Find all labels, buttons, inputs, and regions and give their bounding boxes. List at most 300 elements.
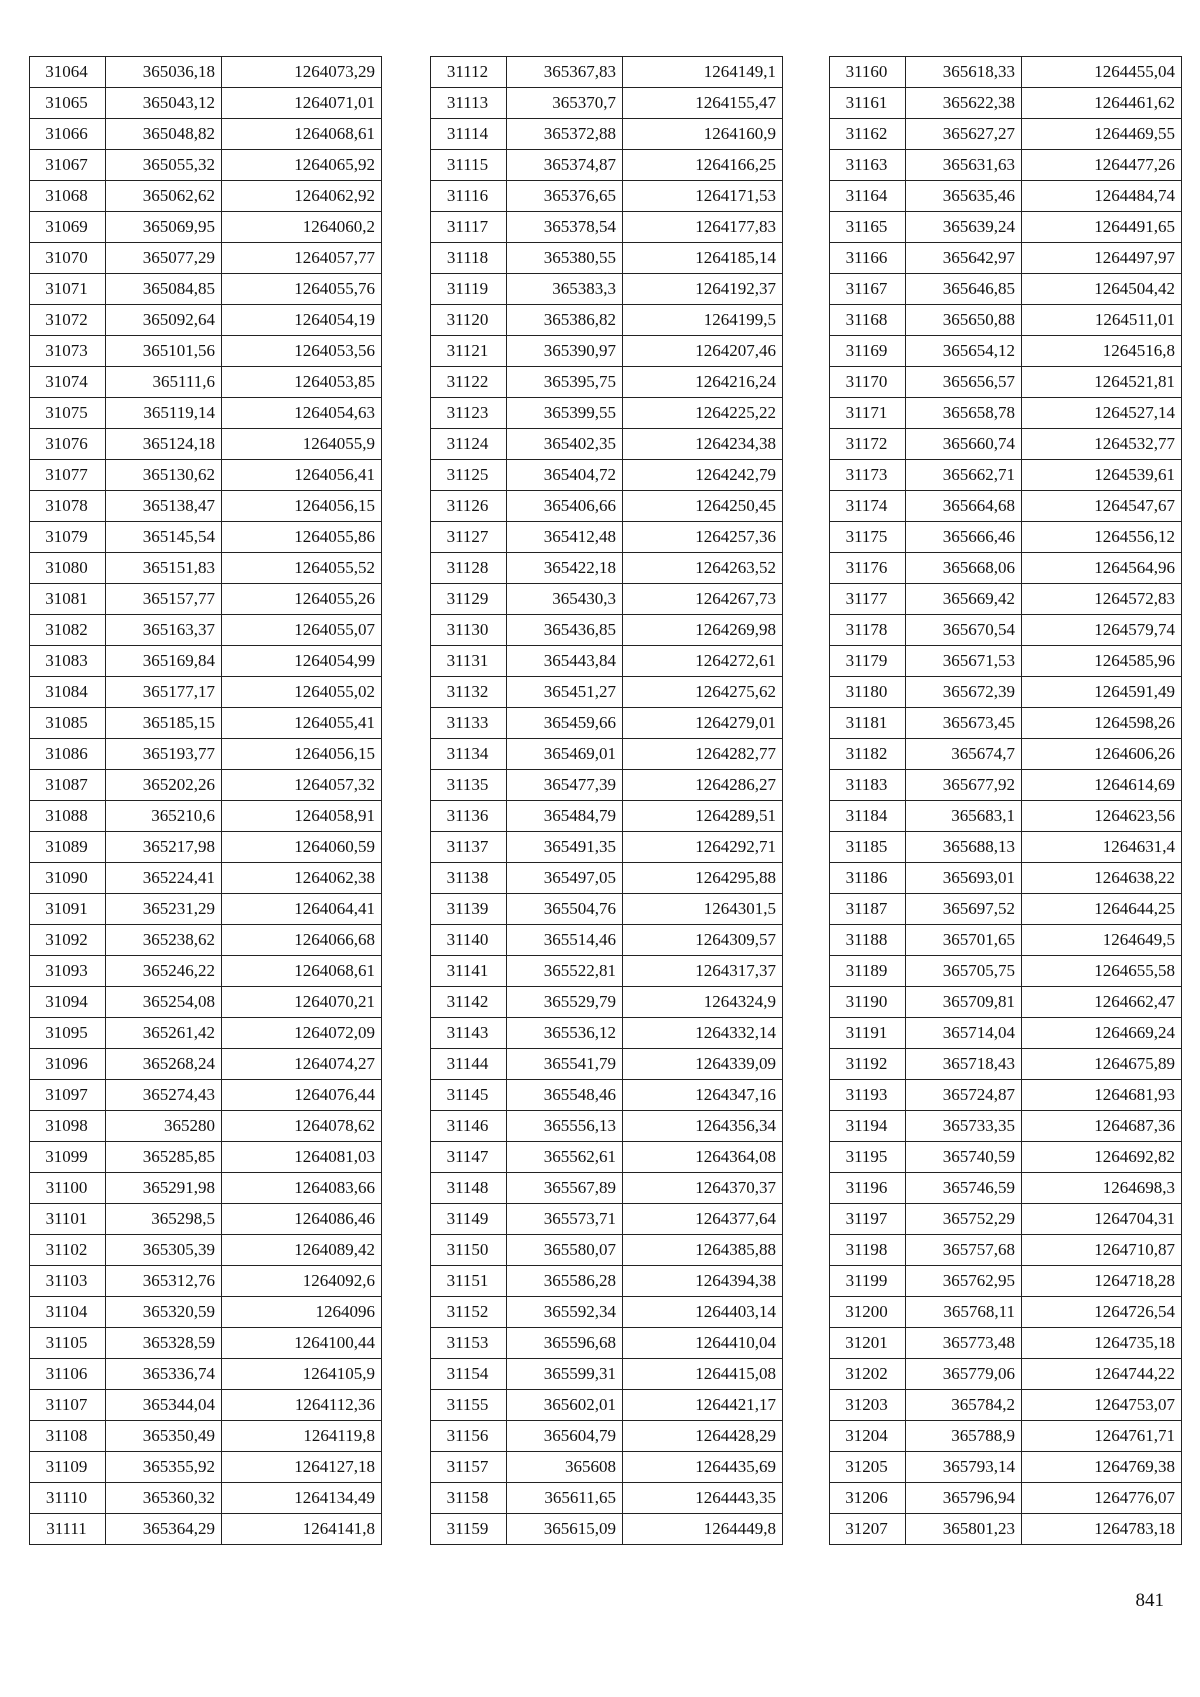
point-number-cell: 31168 [830, 305, 906, 336]
table-row [830, 987, 1182, 1018]
x-coordinate-cell: 365364,29 [106, 1514, 222, 1545]
x-coordinate-cell: 365562,61 [507, 1142, 623, 1173]
x-coordinate-cell: 365145,54 [106, 522, 222, 553]
table-row [30, 1111, 382, 1142]
y-coordinate-cell: 1264655,58 [1022, 956, 1182, 987]
y-coordinate-cell: 1264267,73 [623, 584, 783, 615]
point-number-cell: 31118 [431, 243, 507, 274]
table-row [30, 925, 382, 956]
y-coordinate-cell: 1264066,68 [222, 925, 382, 956]
table-row [30, 305, 382, 336]
x-coordinate-cell: 365402,35 [507, 429, 623, 460]
point-number-cell: 31092 [30, 925, 106, 956]
y-coordinate-cell: 1264199,5 [623, 305, 783, 336]
x-coordinate-cell: 365124,18 [106, 429, 222, 460]
table-row [30, 956, 382, 987]
y-coordinate-cell: 1264377,64 [623, 1204, 783, 1235]
y-coordinate-cell: 1264076,44 [222, 1080, 382, 1111]
table-row [30, 1142, 382, 1173]
point-number-cell: 31079 [30, 522, 106, 553]
x-coordinate-cell: 365390,97 [507, 336, 623, 367]
table-row [830, 1514, 1182, 1545]
table-row [431, 615, 783, 646]
y-coordinate-cell: 1264060,59 [222, 832, 382, 863]
table-row [431, 212, 783, 243]
table-row [830, 1483, 1182, 1514]
x-coordinate-cell: 365714,04 [906, 1018, 1022, 1049]
table-row [830, 1204, 1182, 1235]
table-row [830, 336, 1182, 367]
table-row [431, 150, 783, 181]
y-coordinate-cell: 1264692,82 [1022, 1142, 1182, 1173]
y-coordinate-cell: 1264556,12 [1022, 522, 1182, 553]
y-coordinate-cell: 1264309,57 [623, 925, 783, 956]
point-number-cell: 31109 [30, 1452, 106, 1483]
point-number-cell: 31137 [431, 832, 507, 863]
x-coordinate-cell: 365639,24 [906, 212, 1022, 243]
x-coordinate-cell: 365718,43 [906, 1049, 1022, 1080]
point-number-cell: 31181 [830, 708, 906, 739]
table-row [830, 708, 1182, 739]
point-number-cell: 31123 [431, 398, 507, 429]
table-row [431, 460, 783, 491]
point-number-cell: 31066 [30, 119, 106, 150]
x-coordinate-cell: 365622,38 [906, 88, 1022, 119]
point-number-cell: 31124 [431, 429, 507, 460]
y-coordinate-cell: 1264356,34 [623, 1111, 783, 1142]
x-coordinate-cell: 365163,37 [106, 615, 222, 646]
x-coordinate-cell: 365654,12 [906, 336, 1022, 367]
x-coordinate-cell: 365724,87 [906, 1080, 1022, 1111]
x-coordinate-cell: 365688,13 [906, 832, 1022, 863]
point-number-cell: 31103 [30, 1266, 106, 1297]
table-row [30, 1080, 382, 1111]
y-coordinate-cell: 1264155,47 [623, 88, 783, 119]
table-row [30, 987, 382, 1018]
point-number-cell: 31076 [30, 429, 106, 460]
y-coordinate-cell: 1264073,29 [222, 57, 382, 88]
y-coordinate-cell: 1264662,47 [1022, 987, 1182, 1018]
y-coordinate-cell: 1264078,62 [222, 1111, 382, 1142]
point-number-cell: 31141 [431, 956, 507, 987]
x-coordinate-cell: 365697,52 [906, 894, 1022, 925]
y-coordinate-cell: 1264068,61 [222, 119, 382, 150]
table-row [30, 770, 382, 801]
x-coordinate-cell: 365202,26 [106, 770, 222, 801]
y-coordinate-cell: 1264385,88 [623, 1235, 783, 1266]
point-number-cell: 31157 [431, 1452, 507, 1483]
table-row [830, 491, 1182, 522]
table-row [431, 1359, 783, 1390]
table-row [830, 150, 1182, 181]
table-row [830, 1452, 1182, 1483]
x-coordinate-cell: 365746,59 [906, 1173, 1022, 1204]
y-coordinate-cell: 1264055,07 [222, 615, 382, 646]
x-coordinate-cell: 365350,49 [106, 1421, 222, 1452]
point-number-cell: 31069 [30, 212, 106, 243]
x-coordinate-cell: 365048,82 [106, 119, 222, 150]
y-coordinate-cell: 1264263,52 [623, 553, 783, 584]
point-number-cell: 31099 [30, 1142, 106, 1173]
point-number-cell: 31199 [830, 1266, 906, 1297]
y-coordinate-cell: 1264054,63 [222, 398, 382, 429]
table-row [830, 801, 1182, 832]
y-coordinate-cell: 1264105,9 [222, 1359, 382, 1390]
table-row [431, 429, 783, 460]
table-row [431, 181, 783, 212]
x-coordinate-cell: 365451,27 [507, 677, 623, 708]
y-coordinate-cell: 1264753,07 [1022, 1390, 1182, 1421]
table-row [830, 1173, 1182, 1204]
table-row [431, 1173, 783, 1204]
point-number-cell: 31128 [431, 553, 507, 584]
table-row [830, 305, 1182, 336]
table-row [30, 1049, 382, 1080]
y-coordinate-cell: 1264112,36 [222, 1390, 382, 1421]
y-coordinate-cell: 1264242,79 [623, 460, 783, 491]
table-row [431, 584, 783, 615]
table-row [830, 739, 1182, 770]
x-coordinate-cell: 365383,3 [507, 274, 623, 305]
y-coordinate-cell: 1264491,65 [1022, 212, 1182, 243]
y-coordinate-cell: 1264257,36 [623, 522, 783, 553]
x-coordinate-cell: 365646,85 [906, 274, 1022, 305]
table-row [830, 1266, 1182, 1297]
table-row [431, 1204, 783, 1235]
y-coordinate-cell: 1264704,31 [1022, 1204, 1182, 1235]
x-coordinate-cell: 365627,27 [906, 119, 1022, 150]
point-number-cell: 31129 [431, 584, 507, 615]
point-number-cell: 31098 [30, 1111, 106, 1142]
point-number-cell: 31178 [830, 615, 906, 646]
y-coordinate-cell: 1264669,24 [1022, 1018, 1182, 1049]
table-row [830, 398, 1182, 429]
x-coordinate-cell: 365801,23 [906, 1514, 1022, 1545]
x-coordinate-cell: 365669,42 [906, 584, 1022, 615]
y-coordinate-cell: 1264675,89 [1022, 1049, 1182, 1080]
y-coordinate-cell: 1264127,18 [222, 1452, 382, 1483]
point-number-cell: 31174 [830, 491, 906, 522]
y-coordinate-cell: 1264572,83 [1022, 584, 1182, 615]
y-coordinate-cell: 1264339,09 [623, 1049, 783, 1080]
table-row [830, 770, 1182, 801]
point-number-cell: 31196 [830, 1173, 906, 1204]
table-row [431, 274, 783, 305]
point-number-cell: 31197 [830, 1204, 906, 1235]
table-row [30, 801, 382, 832]
point-number-cell: 31169 [830, 336, 906, 367]
y-coordinate-cell: 1264060,2 [222, 212, 382, 243]
x-coordinate-cell: 365111,6 [106, 367, 222, 398]
x-coordinate-cell: 365642,97 [906, 243, 1022, 274]
table-row [30, 181, 382, 212]
point-number-cell: 31074 [30, 367, 106, 398]
point-number-cell: 31120 [431, 305, 507, 336]
x-coordinate-cell: 365602,01 [507, 1390, 623, 1421]
y-coordinate-cell: 1264403,14 [623, 1297, 783, 1328]
x-coordinate-cell: 365529,79 [507, 987, 623, 1018]
point-number-cell: 31081 [30, 584, 106, 615]
point-number-cell: 31138 [431, 863, 507, 894]
y-coordinate-cell: 1264068,61 [222, 956, 382, 987]
x-coordinate-cell: 365320,59 [106, 1297, 222, 1328]
y-coordinate-cell: 1264324,9 [623, 987, 783, 1018]
table-row [830, 1421, 1182, 1452]
table-row [431, 1018, 783, 1049]
y-coordinate-cell: 1264055,9 [222, 429, 382, 460]
table-row [830, 1235, 1182, 1266]
x-coordinate-cell: 365762,95 [906, 1266, 1022, 1297]
table-row [431, 1142, 783, 1173]
x-coordinate-cell: 365119,14 [106, 398, 222, 429]
x-coordinate-cell: 365436,85 [507, 615, 623, 646]
table-row [431, 894, 783, 925]
x-coordinate-cell: 365752,29 [906, 1204, 1022, 1235]
table-row [431, 305, 783, 336]
y-coordinate-cell: 1264160,9 [623, 119, 783, 150]
table-row [431, 1080, 783, 1111]
y-coordinate-cell: 1264055,86 [222, 522, 382, 553]
table-row [431, 677, 783, 708]
y-coordinate-cell: 1264216,24 [623, 367, 783, 398]
coordinates-table-3 [829, 56, 1182, 1545]
y-coordinate-cell: 1264504,42 [1022, 274, 1182, 305]
y-coordinate-cell: 1264141,8 [222, 1514, 382, 1545]
x-coordinate-cell: 365443,84 [507, 646, 623, 677]
table-row [830, 212, 1182, 243]
point-number-cell: 31064 [30, 57, 106, 88]
point-number-cell: 31091 [30, 894, 106, 925]
point-number-cell: 31133 [431, 708, 507, 739]
y-coordinate-cell: 1264149,1 [623, 57, 783, 88]
y-coordinate-cell: 1264192,37 [623, 274, 783, 305]
y-coordinate-cell: 1264056,15 [222, 739, 382, 770]
table-row [830, 119, 1182, 150]
x-coordinate-cell: 365224,41 [106, 863, 222, 894]
x-coordinate-cell: 365274,43 [106, 1080, 222, 1111]
y-coordinate-cell: 1264207,46 [623, 336, 783, 367]
x-coordinate-cell: 365596,68 [507, 1328, 623, 1359]
point-number-cell: 31082 [30, 615, 106, 646]
y-coordinate-cell: 1264055,52 [222, 553, 382, 584]
point-number-cell: 31145 [431, 1080, 507, 1111]
table-row [30, 1452, 382, 1483]
y-coordinate-cell: 1264461,62 [1022, 88, 1182, 119]
point-number-cell: 31106 [30, 1359, 106, 1390]
point-number-cell: 31084 [30, 677, 106, 708]
point-number-cell: 31134 [431, 739, 507, 770]
table-row [30, 57, 382, 88]
table-row [30, 1421, 382, 1452]
table-row [30, 398, 382, 429]
x-coordinate-cell: 365773,48 [906, 1328, 1022, 1359]
y-coordinate-cell: 1264056,15 [222, 491, 382, 522]
x-coordinate-cell: 365069,95 [106, 212, 222, 243]
point-number-cell: 31155 [431, 1390, 507, 1421]
x-coordinate-cell: 365491,35 [507, 832, 623, 863]
point-number-cell: 31151 [431, 1266, 507, 1297]
y-coordinate-cell: 1264649,5 [1022, 925, 1182, 956]
table-row [830, 677, 1182, 708]
y-coordinate-cell: 1264591,49 [1022, 677, 1182, 708]
y-coordinate-cell: 1264234,38 [623, 429, 783, 460]
x-coordinate-cell: 365285,85 [106, 1142, 222, 1173]
table-row [830, 956, 1182, 987]
x-coordinate-cell: 365380,55 [507, 243, 623, 274]
table-row [431, 1297, 783, 1328]
table-row [30, 615, 382, 646]
y-coordinate-cell: 1264435,69 [623, 1452, 783, 1483]
y-coordinate-cell: 1264631,4 [1022, 832, 1182, 863]
point-number-cell: 31065 [30, 88, 106, 119]
table-row [30, 553, 382, 584]
table-row [431, 1421, 783, 1452]
y-coordinate-cell: 1264547,67 [1022, 491, 1182, 522]
table-row [30, 1390, 382, 1421]
y-coordinate-cell: 1264054,19 [222, 305, 382, 336]
x-coordinate-cell: 365101,56 [106, 336, 222, 367]
point-number-cell: 31073 [30, 336, 106, 367]
x-coordinate-cell: 365312,76 [106, 1266, 222, 1297]
y-coordinate-cell: 1264317,37 [623, 956, 783, 987]
table-row [830, 863, 1182, 894]
point-number-cell: 31158 [431, 1483, 507, 1514]
x-coordinate-cell: 365668,06 [906, 553, 1022, 584]
point-number-cell: 31159 [431, 1514, 507, 1545]
x-coordinate-cell: 365344,04 [106, 1390, 222, 1421]
table-row [30, 863, 382, 894]
x-coordinate-cell: 365497,05 [507, 863, 623, 894]
x-coordinate-cell: 365604,79 [507, 1421, 623, 1452]
x-coordinate-cell: 365541,79 [507, 1049, 623, 1080]
point-number-cell: 31173 [830, 460, 906, 491]
table-row [431, 925, 783, 956]
table-row [431, 119, 783, 150]
table-row [431, 801, 783, 832]
point-number-cell: 31119 [431, 274, 507, 305]
table-row [30, 460, 382, 491]
y-coordinate-cell: 1264272,61 [623, 646, 783, 677]
point-number-cell: 31102 [30, 1235, 106, 1266]
table-row [431, 956, 783, 987]
x-coordinate-cell: 365635,46 [906, 181, 1022, 212]
x-coordinate-cell: 365615,09 [507, 1514, 623, 1545]
y-coordinate-cell: 1264606,26 [1022, 739, 1182, 770]
y-coordinate-cell: 1264449,8 [623, 1514, 783, 1545]
x-coordinate-cell: 365254,08 [106, 987, 222, 1018]
point-number-cell: 31182 [830, 739, 906, 770]
point-number-cell: 31101 [30, 1204, 106, 1235]
table-row [830, 553, 1182, 584]
point-number-cell: 31189 [830, 956, 906, 987]
table-row [30, 894, 382, 925]
table-row [30, 832, 382, 863]
point-number-cell: 31142 [431, 987, 507, 1018]
page-number: 841 [1135, 1590, 1164, 1611]
y-coordinate-cell: 1264521,81 [1022, 367, 1182, 398]
point-number-cell: 31130 [431, 615, 507, 646]
point-number-cell: 31187 [830, 894, 906, 925]
table-row [431, 1514, 783, 1545]
x-coordinate-cell: 365430,3 [507, 584, 623, 615]
table-row [431, 1266, 783, 1297]
y-coordinate-cell: 1264415,08 [623, 1359, 783, 1390]
table-row [431, 398, 783, 429]
point-number-cell: 31171 [830, 398, 906, 429]
table-row [30, 367, 382, 398]
point-number-cell: 31160 [830, 57, 906, 88]
point-number-cell: 31163 [830, 150, 906, 181]
y-coordinate-cell: 1264072,09 [222, 1018, 382, 1049]
table-row [30, 212, 382, 243]
y-coordinate-cell: 1264071,01 [222, 88, 382, 119]
table-row [30, 646, 382, 677]
y-coordinate-cell: 1264681,93 [1022, 1080, 1182, 1111]
y-coordinate-cell: 1264687,36 [1022, 1111, 1182, 1142]
y-coordinate-cell: 1264469,55 [1022, 119, 1182, 150]
table-row [830, 894, 1182, 925]
x-coordinate-cell: 365793,14 [906, 1452, 1022, 1483]
x-coordinate-cell: 365217,98 [106, 832, 222, 863]
point-number-cell: 31177 [830, 584, 906, 615]
table-row [431, 1452, 783, 1483]
table-row [30, 1359, 382, 1390]
point-number-cell: 31170 [830, 367, 906, 398]
y-coordinate-cell: 1264726,54 [1022, 1297, 1182, 1328]
point-number-cell: 31200 [830, 1297, 906, 1328]
point-number-cell: 31190 [830, 987, 906, 1018]
y-coordinate-cell: 1264070,21 [222, 987, 382, 1018]
x-coordinate-cell: 365238,62 [106, 925, 222, 956]
x-coordinate-cell: 365660,74 [906, 429, 1022, 460]
point-number-cell: 31125 [431, 460, 507, 491]
y-coordinate-cell: 1264055,76 [222, 274, 382, 305]
point-number-cell: 31068 [30, 181, 106, 212]
table-row [30, 429, 382, 460]
point-number-cell: 31096 [30, 1049, 106, 1080]
y-coordinate-cell: 1264292,71 [623, 832, 783, 863]
x-coordinate-cell: 365658,78 [906, 398, 1022, 429]
table-row [30, 491, 382, 522]
table-row [830, 57, 1182, 88]
y-coordinate-cell: 1264735,18 [1022, 1328, 1182, 1359]
coordinates-table-1 [29, 56, 382, 1545]
x-coordinate-cell: 365378,54 [507, 212, 623, 243]
point-number-cell: 31108 [30, 1421, 106, 1452]
x-coordinate-cell: 365611,65 [507, 1483, 623, 1514]
point-number-cell: 31172 [830, 429, 906, 460]
table-row [830, 522, 1182, 553]
point-number-cell: 31184 [830, 801, 906, 832]
x-coordinate-cell: 365422,18 [507, 553, 623, 584]
y-coordinate-cell: 1264598,26 [1022, 708, 1182, 739]
point-number-cell: 31095 [30, 1018, 106, 1049]
x-coordinate-cell: 365412,48 [507, 522, 623, 553]
table-row [830, 646, 1182, 677]
y-coordinate-cell: 1264054,99 [222, 646, 382, 677]
y-coordinate-cell: 1264718,28 [1022, 1266, 1182, 1297]
table-row [830, 181, 1182, 212]
x-coordinate-cell: 365268,24 [106, 1049, 222, 1080]
x-coordinate-cell: 365631,63 [906, 150, 1022, 181]
point-number-cell: 31080 [30, 553, 106, 584]
point-number-cell: 31194 [830, 1111, 906, 1142]
y-coordinate-cell: 1264644,25 [1022, 894, 1182, 925]
y-coordinate-cell: 1264564,96 [1022, 553, 1182, 584]
y-coordinate-cell: 1264092,6 [222, 1266, 382, 1297]
y-coordinate-cell: 1264074,27 [222, 1049, 382, 1080]
x-coordinate-cell: 365185,15 [106, 708, 222, 739]
